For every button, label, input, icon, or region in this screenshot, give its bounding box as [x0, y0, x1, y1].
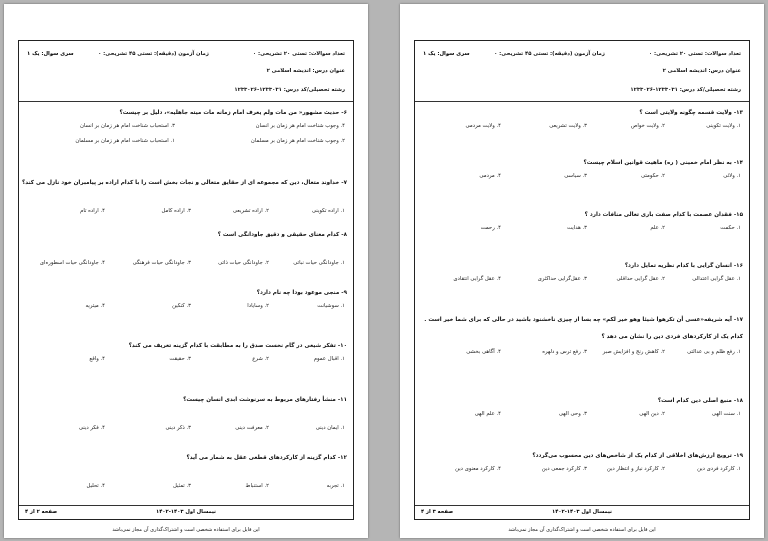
exam-page-2 [4, 4, 368, 538]
option[interactable]: ۱. کارکرد فردی دین [697, 466, 741, 472]
option[interactable]: ۲. معرفت دینی [235, 425, 269, 431]
option[interactable]: ۳. تمثیل [173, 483, 191, 489]
field-value: ۱۲۳۳۰۲۶-۱۲۳۳۰۳۱ [630, 87, 678, 93]
option[interactable]: ۳. رفع ترس و دلهره [542, 349, 587, 355]
question-text: ۱۶- انسان گرایی با کدام نظریه تمایل دارد؟ [624, 263, 743, 269]
option[interactable]: ۴. فکر دینی [78, 425, 105, 431]
option[interactable]: ۱. اراده تکوینی [311, 208, 345, 214]
question [421, 397, 743, 417]
question-text: ۱۸- منبع اصلی دین کدام است؟ [657, 398, 743, 404]
question-area [421, 109, 743, 505]
question [25, 454, 347, 489]
option[interactable]: ۳. اراده کامل [161, 208, 191, 214]
option[interactable]: ۴. کارکرد معنوی دین [455, 466, 501, 472]
option[interactable]: ۲. اراده تشریعی [232, 208, 269, 214]
option[interactable]: ۱. رفع ظلم و بی عدالتی [687, 349, 741, 355]
option[interactable]: ۴. جاودانگی حیات اسطوره‌ای [39, 260, 105, 266]
option[interactable]: ۴. رحمت [480, 225, 501, 231]
option[interactable]: ۱. تجربه [326, 483, 345, 489]
question-text: ۱۷- آیه شریفه«عسی أن تکرهوا شیئا وهو خیر لکم» چه بسا از چیزی ناخشنود باشید در حالی که برای شما خیر است . [424, 317, 743, 323]
option[interactable]: ۴. تحلیل [86, 483, 105, 489]
question-text: ۶- حدیث مشهور« من مات ولم یعرف امام زمانه مات میته جاهلیه»، دلیل بر چیست؟ [119, 110, 347, 116]
option[interactable]: ۲. وسایادا [247, 303, 269, 309]
option[interactable]: ۳. هدایت [567, 225, 587, 231]
option[interactable]: ۲. حکومتی [640, 173, 665, 179]
question-count: تعداد سوالات: تستی ۲۰ تشریحی: ۰ [252, 51, 345, 57]
question-text: ۸- کدام معنای حقیقی و دقیق جاودانگی است ؟ [217, 232, 347, 238]
option[interactable]: ۲. استنباط [245, 483, 269, 489]
question-text: ۱۱- منشأ رفتارهای مربوط به سرنوشت ابدی انسان چیست؟ [183, 397, 347, 403]
option[interactable]: ۴. واقع [89, 356, 105, 362]
option[interactable]: ۲. وجوب شناخت امام هر زمان بر مسلمان [250, 138, 345, 144]
exam-header [415, 41, 749, 102]
page-frame [18, 40, 354, 520]
exam-time: زمان آزمون (دقیقه): تستی ۴۵ تشریحی: ۰ [98, 51, 209, 57]
option[interactable]: ۲. کارکرد نیاز و انتظار دین [606, 466, 665, 472]
option[interactable]: ۱. عقل گرایی اعتدالی [692, 276, 741, 282]
question-series: سری سوال: یک ۱ [27, 51, 74, 57]
option[interactable]: ۱. ولائی [723, 173, 741, 179]
question-series: سری سوال: یک ۱ [423, 51, 470, 57]
question [25, 289, 347, 309]
option[interactable]: ۱. ولایت تکوینی [706, 123, 741, 129]
option[interactable]: ۴. علم الهی [474, 411, 501, 417]
option[interactable]: ۳. ولایت تشریعی [549, 123, 587, 129]
option[interactable]: ۳. سیاسی [564, 173, 587, 179]
option[interactable]: ۲. شرع [252, 356, 269, 362]
question-text: ۷- خداوند متعال، دین که مجموعه ای از حقایق متعالی و نجات بخش است را با کدام اراده بر پیامبران خود نازل می کند؟ [22, 180, 347, 186]
question-area [22, 109, 347, 505]
exam-header [19, 41, 353, 102]
header-line-1 [494, 51, 741, 57]
option[interactable]: ۲. ولایت خواص [630, 123, 665, 129]
question-text: ۱۳- ولایت قسمه چگونه ولایتی است ؟ [639, 110, 743, 116]
question [25, 396, 347, 431]
exam-time: زمان آزمون (دقیقه): تستی ۴۵ تشریحی: ۰ [494, 51, 605, 57]
question-count: تعداد سوالات: تستی ۲۰ تشریحی: ۰ [648, 51, 741, 57]
option[interactable]: ۱. سنت الهی [711, 411, 741, 417]
subject-value: اندیشه اسلامی ۲ [266, 68, 311, 74]
option[interactable]: ۳. استحباب شناخت امام هر زمان بر انسان [80, 123, 175, 129]
option[interactable]: ۳. کارکرد جمعی دین [541, 466, 587, 472]
subject-label: عنوان درس: [708, 68, 741, 74]
question-text-line-2: کدام یک از کارکردهای فردی دین را نشان می دهد ؟ [601, 334, 743, 340]
question [22, 179, 347, 214]
field-line [234, 87, 345, 93]
question [421, 159, 743, 179]
option[interactable]: ۱. ایمان دینی [315, 425, 345, 431]
page-number: صفحه ۳ از ۴ [421, 509, 454, 515]
question [25, 109, 347, 144]
field-label: رشته تحصیلی/کد درس: [679, 87, 741, 93]
option[interactable]: ۱. جاودانگی حیات نباتی [293, 260, 345, 266]
option[interactable]: ۲. عقل گرایی حداقلی [616, 276, 665, 282]
question [421, 262, 743, 282]
option[interactable]: ۴. ولایت مردمی [465, 123, 501, 129]
option[interactable]: ۲. علم [650, 225, 665, 231]
question [25, 231, 347, 266]
exam-page-3 [400, 4, 764, 538]
copyright-notice: این فایل برای استفاده شخصی است و اشتراک‌گذاری آن مجاز نمی‌باشد [112, 527, 260, 533]
option[interactable]: ۴. مردمی [479, 173, 501, 179]
question-text: ۱۴- به نظر امام خمینی ( ره) ماهیت قوانین اسلام چیست؟ [583, 160, 743, 166]
option[interactable]: ۴. وجوب شناخت امام هر زمان بر انسان [255, 123, 345, 129]
header-line-1 [98, 51, 345, 57]
exam-footer [19, 505, 353, 519]
subject-value: اندیشه اسلامی ۲ [662, 68, 707, 74]
question [421, 316, 743, 355]
question-text: ۹- منجی موعود بودا چه نام دارد؟ [256, 290, 347, 296]
option[interactable]: ۴. آگاهی بخشی [466, 349, 501, 355]
question-text: ۱۰- تفکر شیعی در گام نخست صدق را به مطابقت با کدام گزینه تعریف می کند؟ [128, 343, 347, 349]
option[interactable]: ۱. حکمت [720, 225, 741, 231]
subject-line [267, 68, 345, 74]
field-line [630, 87, 741, 93]
question-text: ۱۲- کدام گزینه از کارکردهای قطعی عقل به شمار می آید؟ [186, 455, 347, 461]
option[interactable]: ۱. اقبال عموم [313, 356, 345, 362]
semester-label: نیمسال اول ۱۴۰۳-۱۴۰۲ [156, 509, 216, 515]
option[interactable]: ۲. جاودانگی حیات ذاتی [218, 260, 269, 266]
subject-label: عنوان درس: [312, 68, 345, 74]
exam-footer [415, 505, 749, 519]
page-number: صفحه ۲ از ۴ [25, 509, 58, 515]
question [25, 342, 347, 362]
option[interactable]: ۴. عقل گرایی انتقادی [453, 276, 501, 282]
field-label: رشته تحصیلی/کد درس: [283, 87, 345, 93]
option[interactable]: ۱. سوشیانت [317, 303, 345, 309]
subject-line [663, 68, 741, 74]
option[interactable]: ۳. وحی الهی [558, 411, 587, 417]
semester-label: نیمسال اول ۱۴۰۳-۱۴۰۲ [552, 509, 612, 515]
option[interactable]: ۳. ذکر دینی [165, 425, 191, 431]
question [421, 452, 743, 472]
field-value: ۱۲۳۳۰۲۶-۱۲۳۳۰۳۱ [234, 87, 282, 93]
question-text: ۱۹- ترویج ارزش‌های اخلاقی از کدام یک از شاخص‌های دین محسوب می‌گردد؟ [532, 453, 743, 459]
page-frame [414, 40, 750, 520]
question [421, 109, 743, 129]
option[interactable]: ۳. عقل‌گرایی حداکثری [537, 276, 587, 282]
option[interactable]: ۳. کنکین [172, 303, 191, 309]
question-text: ۱۵- فقدان عصمت با کدام صفت باری تعالی منافات دارد ؟ [584, 212, 743, 218]
question [421, 211, 743, 231]
option[interactable]: ۳. حقیقت [169, 356, 191, 362]
option[interactable]: ۴. میتریه [85, 303, 105, 309]
copyright-notice: این فایل برای استفاده شخصی است و اشتراک‌گذاری آن مجاز نمی‌باشد [508, 527, 656, 533]
option[interactable]: ۲. کاهش رنج و افزایش صبر [602, 349, 665, 355]
option[interactable]: ۱. استحباب شناخت امام هر زمان بر مسلمان [75, 138, 175, 144]
option[interactable]: ۲. دین الهی [639, 411, 665, 417]
option[interactable]: ۴. اراده تام [80, 208, 105, 214]
option[interactable]: ۳. جاودانگی حیات فرهنگی [132, 260, 191, 266]
